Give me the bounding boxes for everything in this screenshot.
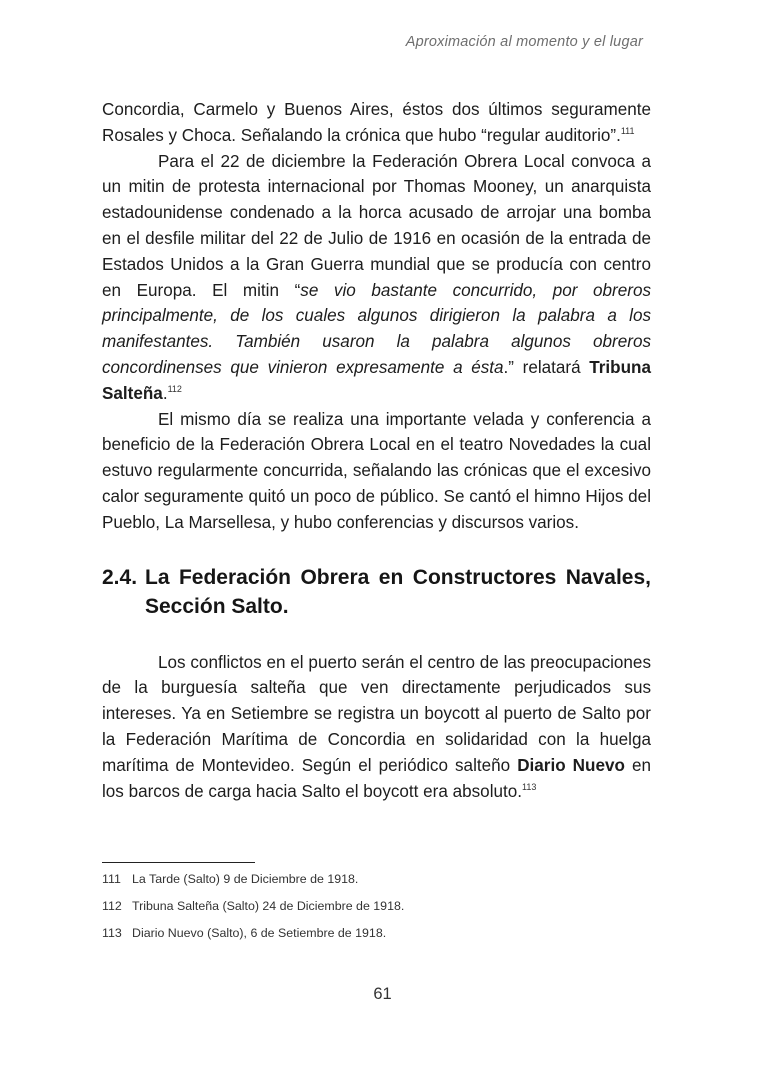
footnote-text: Tribuna Salteña (Salto) 24 de Diciembre de 1918. [132, 899, 405, 913]
paragraph-1 [102, 97, 651, 149]
newspaper-name: Tribuna Salteña [102, 357, 651, 403]
paragraph-text: Para el 22 de diciembre la Federación Obrera Local convoca a un mitin de protesta internacional por Thomas Mooney, un anarquista estadounidense condenado a la horca acusado de arrojar una bomba en el desfile militar del 22 de Julio de 1916 en ocasión de la entrada de Estados Unidos a la Gran Guerra mundial que se producía con centro en Europa. El mitin “ [102, 151, 651, 300]
section-title: La Federación Obrera en Constructores Navales, Sección Salto. [145, 565, 651, 618]
newspaper-name: Diario Nuevo [517, 755, 625, 775]
paragraph-text: Concordia, Carmelo y Buenos Aires, éstos dos últimos seguramente Rosales y Choca. Señalando la crónica que hubo “regular auditorio”. [102, 100, 651, 145]
paragraph-text: El mismo día se realiza una importante velada y conferencia a beneficio de la Federación Obrera Local en el teatro Novedades la cual estuvo regularmente concurrida, señalando las crónicas que el excesivo calor seguramente quitó un poco de público. Se cantó el himno Hijos del Pueblo, La Marsellesa, y hubo conferencias y discursos varios. [102, 409, 651, 532]
section-heading [102, 563, 651, 621]
quoted-passage: se vio bastante concurrido, por obreros principalmente, de los cuales algunos dirigieron la palabra a los manifestantes. También usaron la palabra algunos obreros concordinenses que vinieron expresamente a ésta [102, 280, 651, 377]
footnote-text: Diario Nuevo (Salto), 6 de Setiembre de 1918. [132, 926, 387, 940]
paragraph-text: .” relatará [503, 357, 590, 377]
paragraph-4 [102, 650, 651, 805]
page-number: 61 [373, 985, 392, 1003]
footnote-number: 111 [102, 872, 121, 886]
running-header: Aproximación al momento y el lugar [405, 34, 643, 50]
footnote-number: 112 [102, 899, 122, 913]
paragraph-text: en los barcos de carga hacia Salto el boycott era absoluto. [102, 755, 651, 801]
section-number: 2.4. [102, 565, 138, 589]
paragraph-text: Los conflictos en el puerto serán el centro de las preocupaciones de la burguesía salteña que ven directamente perjudicados sus intereses. Ya en Setiembre se registra un boycott al puerto de Salto por la Federación Marítima de Concordia en solidaridad con la huelga marítima de Montevideo. Según el periódico salteño [102, 652, 651, 775]
footnote-111 [102, 866, 404, 893]
paragraph-3 [102, 407, 651, 536]
footnote-separator [102, 862, 255, 863]
page-body [102, 97, 651, 804]
footnote-113 [102, 920, 404, 947]
footnotes [102, 866, 404, 947]
footnote-112 [102, 893, 404, 920]
footnote-number: 113 [102, 926, 122, 940]
footnote-reference-112[interactable]: 112 [167, 383, 182, 394]
footnote-reference-111[interactable]: 111 [620, 125, 635, 136]
paragraph-text: . [162, 383, 168, 403]
footnote-text: La Tarde (Salto) 9 de Diciembre de 1918. [132, 872, 359, 886]
footnote-reference-113[interactable]: 113 [522, 781, 537, 792]
paragraph-2 [102, 149, 651, 407]
